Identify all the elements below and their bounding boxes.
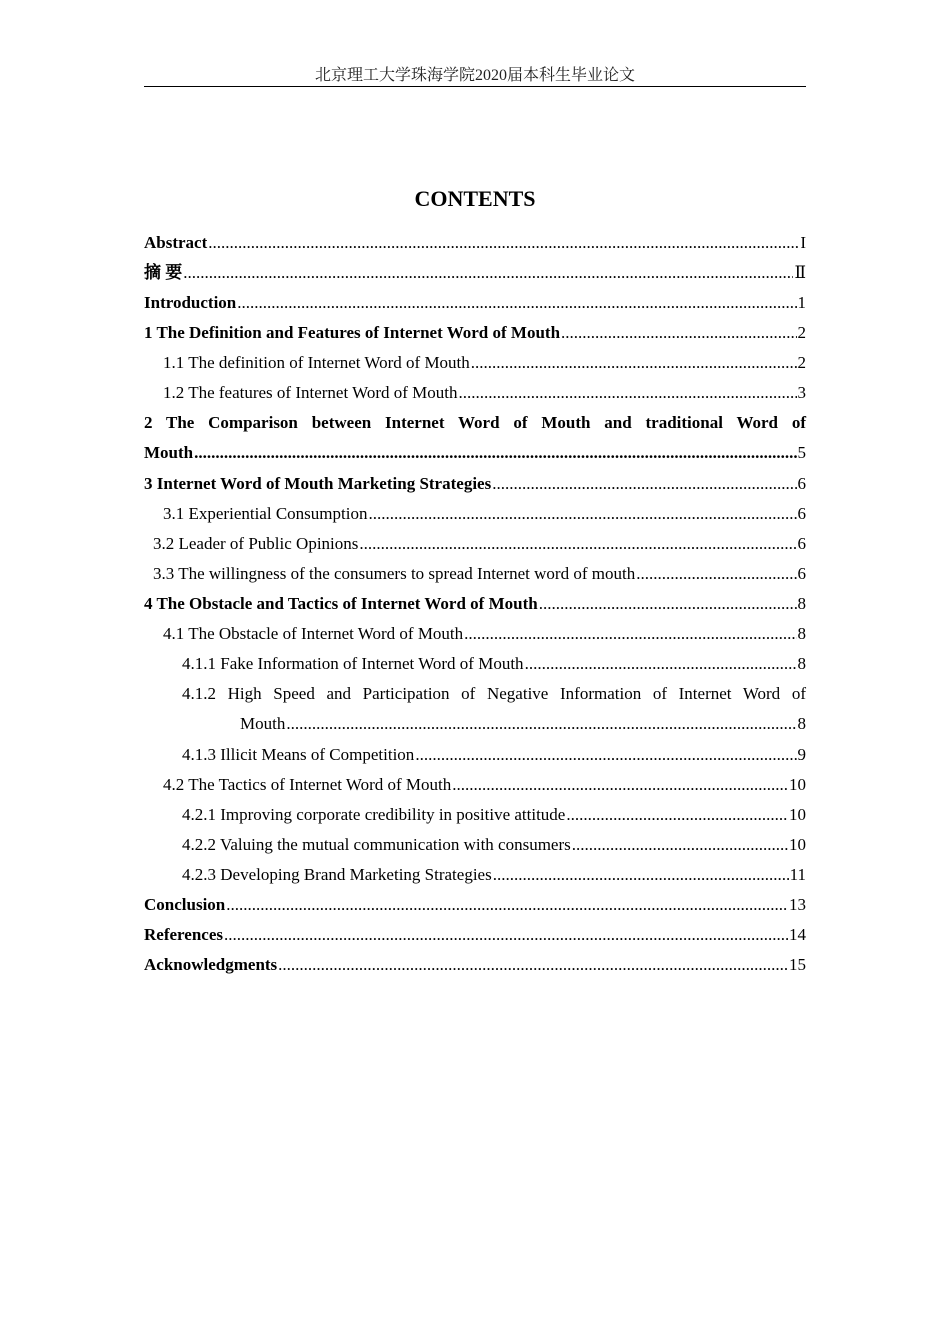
dot-leader (572, 830, 788, 860)
dot-leader (278, 950, 788, 980)
toc-title: CONTENTS (414, 186, 536, 211)
toc-entry-page: 8 (797, 624, 806, 643)
toc-entry-section-1-2[interactable] (144, 378, 806, 408)
toc-entry-text: 4.2.2 Valuing the mutual communication with consumers (182, 835, 571, 854)
toc-entry-acknowledgments[interactable] (144, 950, 806, 980)
dot-leader (183, 258, 793, 288)
toc-entry-section-4-1-2[interactable] (144, 679, 806, 740)
toc-entry-page: 10 (789, 805, 806, 824)
dot-leader (224, 920, 788, 950)
toc-entry-page: 8 (797, 594, 806, 613)
dot-leader (493, 860, 789, 890)
toc-entry-page: I (800, 233, 806, 252)
toc-entry-text: 1.1 The definition of Internet Word of Mouth (163, 353, 470, 372)
toc-entry-page: 2 (797, 353, 806, 372)
toc-entry-section-1-1[interactable] (144, 348, 806, 378)
toc-entry-page: 6 (797, 564, 806, 583)
toc-entry-text: Acknowledgments (144, 955, 278, 974)
toc-entry-introduction[interactable] (144, 288, 806, 318)
toc-entry-page: 3 (797, 383, 806, 402)
toc-entry-text-line1: 4.1.2 High Speed and Participation of Negative Information of Internet Word of (182, 684, 806, 703)
toc-entry-references[interactable] (144, 920, 806, 950)
toc-entry-section-4-1-1[interactable] (144, 649, 806, 679)
toc-entry-page: 8 (797, 654, 806, 673)
dot-leader (561, 318, 796, 348)
dot-leader (237, 288, 796, 318)
table-of-contents (144, 228, 806, 980)
toc-entry-text-line2: Mouth (144, 443, 194, 462)
toc-entry-page: 11 (789, 865, 806, 884)
toc-entry-page: 14 (789, 925, 806, 944)
toc-entry-abstract[interactable] (144, 228, 806, 258)
toc-entry-section-4-1[interactable] (144, 619, 806, 649)
toc-entry-section-4-2-1[interactable] (144, 800, 806, 830)
toc-entry-page: 9 (797, 745, 806, 764)
toc-entry-section-3-3[interactable] (144, 559, 806, 589)
dot-leader (566, 800, 788, 830)
toc-entry-section-3-2[interactable] (144, 529, 806, 559)
toc-entry-text: 3.3 The willingness of the consumers to spread Internet word of mouth (153, 564, 636, 583)
toc-entry-page: 1 (797, 293, 806, 312)
dot-leader (286, 709, 796, 739)
header-rule (144, 86, 806, 87)
toc-entry-page: 6 (797, 474, 806, 493)
toc-entry-conclusion[interactable] (144, 890, 806, 920)
toc-entry-page: 15 (789, 955, 806, 974)
toc-entry-chapter-2[interactable] (144, 408, 806, 469)
toc-entry-page: 6 (797, 534, 806, 553)
dot-leader (359, 529, 796, 559)
dot-leader (368, 499, 796, 529)
dot-leader (208, 228, 799, 258)
toc-entry-text: 3 Internet Word of Mouth Marketing Strategies (144, 474, 492, 493)
toc-entry-text: 1.2 The features of Internet Word of Mouth (163, 383, 458, 402)
running-header: 北京理工大学珠海学院2020届本科生毕业论文 (314, 67, 635, 84)
toc-entry-text-line2: Mouth (240, 714, 286, 733)
toc-entry-page: 5 (797, 443, 806, 462)
toc-entry-text: 4.2.3 Developing Brand Marketing Strategies (182, 865, 492, 884)
dot-leader (415, 740, 796, 770)
toc-entry-chapter-1[interactable] (144, 318, 806, 348)
toc-entry-page: 10 (789, 835, 806, 854)
toc-entry-page: Ⅱ (794, 263, 806, 282)
toc-entry-section-4-1-3[interactable] (144, 740, 806, 770)
dot-leader (452, 770, 788, 800)
toc-entry-page: 8 (797, 714, 806, 733)
toc-entry-chapter-4[interactable] (144, 589, 806, 619)
toc-entry-section-4-2-3[interactable] (144, 860, 806, 890)
toc-entry-text: 1 The Definition and Features of Internet Word of Mouth (144, 323, 561, 342)
toc-entry-text: References (144, 925, 223, 944)
dot-leader (539, 589, 797, 619)
toc-entry-text-line1: 2 The Comparison between Internet Word of Mouth and traditional Word of (144, 413, 806, 432)
toc-entry-chapter-3[interactable] (144, 469, 806, 499)
toc-entry-text: 3.1 Experiential Consumption (163, 504, 368, 523)
toc-entry-text: 4.2.1 Improving corporate credibility in positive attitude (182, 805, 566, 824)
dot-leader (636, 559, 796, 589)
dot-leader (471, 348, 797, 378)
toc-entry-section-4-2-2[interactable] (144, 830, 806, 860)
dot-leader (492, 469, 796, 499)
toc-entry-chinese-abstract[interactable] (144, 258, 806, 288)
toc-entry-page: 2 (797, 323, 806, 342)
toc-entry-text: 4.1 The Obstacle of Internet Word of Mouth (163, 624, 464, 643)
toc-entry-text: Abstract (144, 233, 208, 252)
dot-leader (464, 619, 796, 649)
dot-leader (226, 890, 788, 920)
toc-entry-text: 4.1.1 Fake Information of Internet Word of Mouth (182, 654, 524, 673)
toc-entry-text: 4.1.3 Illicit Means of Competition (182, 745, 415, 764)
toc-entry-text: Conclusion (144, 895, 226, 914)
toc-entry-text: 4 The Obstacle and Tactics of Internet Word of Mouth (144, 594, 538, 613)
toc-entry-text: 摘 要 (144, 263, 183, 282)
toc-entry-page: 10 (789, 775, 806, 794)
dot-leader (194, 438, 796, 468)
dot-leader (458, 378, 796, 408)
toc-entry-text: 3.2 Leader of Public Opinions (153, 534, 359, 553)
toc-entry-text: 4.2 The Tactics of Internet Word of Mouth (163, 775, 452, 794)
toc-entry-page: 13 (789, 895, 806, 914)
toc-entry-text: Introduction (144, 293, 237, 312)
toc-entry-section-4-2[interactable] (144, 770, 806, 800)
toc-entry-page: 6 (797, 504, 806, 523)
dot-leader (525, 649, 797, 679)
toc-entry-section-3-1[interactable] (144, 499, 806, 529)
